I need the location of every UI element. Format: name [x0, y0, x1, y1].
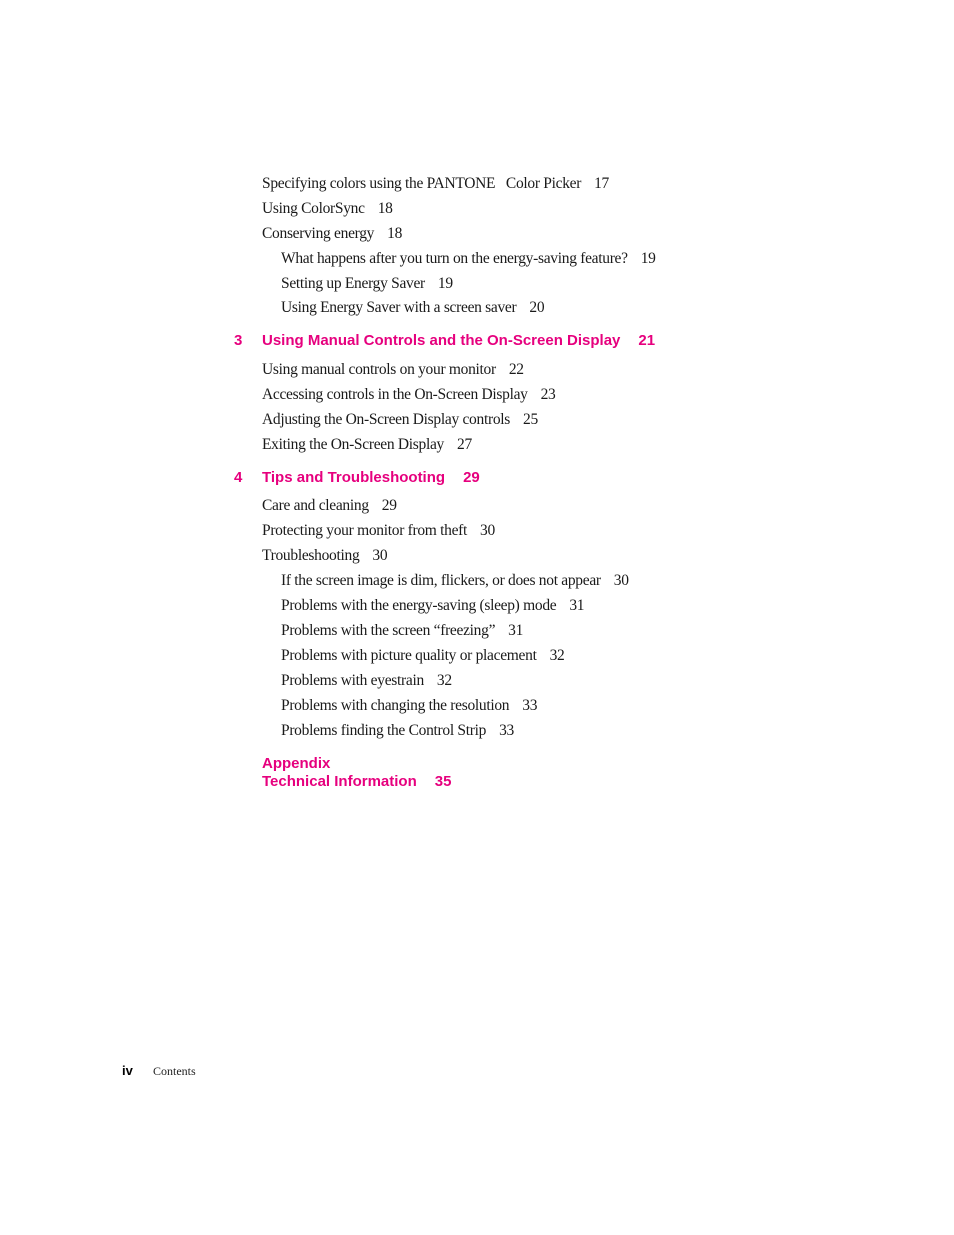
- toc-entry-text: Care and cleaning: [262, 497, 369, 514]
- toc-entry-page: 29: [381, 497, 397, 514]
- toc-entry: [262, 386, 556, 404]
- toc-entry: [262, 200, 393, 218]
- toc-subentry: [281, 672, 452, 690]
- chapter-title: Using Manual Controls and the On-Screen Display: [262, 332, 621, 349]
- toc-entry-page: 23: [540, 386, 556, 403]
- toc-entry-text: Problems with the screen “freezing”: [281, 622, 496, 639]
- toc-entry-page: 19: [437, 275, 453, 292]
- toc-entry-page: 17: [594, 175, 609, 192]
- appendix-heading: [262, 773, 451, 790]
- appendix-label: Appendix: [262, 755, 331, 772]
- toc-entry-page: 20: [529, 299, 545, 316]
- toc-entry-page: 22: [508, 361, 524, 378]
- footer-page-number: iv: [122, 1063, 133, 1078]
- appendix-title: Technical Information: [262, 773, 417, 790]
- toc-entry-text: Problems with picture quality or placement: [281, 647, 537, 664]
- toc-subentry: [281, 250, 656, 268]
- toc-entry-page: 33: [499, 722, 514, 739]
- toc-entry: [262, 361, 524, 379]
- toc-entry-text: If the screen image is dim, flickers, or does not appear: [281, 572, 601, 589]
- toc-entry-page: 33: [522, 697, 538, 714]
- toc-subentry: [281, 722, 514, 740]
- chapter-number: 3: [234, 332, 243, 349]
- appendix-page: 35: [434, 773, 452, 790]
- toc-entry-page: 25: [523, 411, 538, 428]
- toc-subentry: [281, 299, 544, 317]
- toc-entry-page: 30: [613, 572, 629, 589]
- toc-entry-text: Protecting your monitor from theft: [262, 522, 468, 539]
- toc-entry-text: Setting up Energy Saver: [281, 275, 425, 292]
- toc-entry-text: Accessing controls in the On-Screen Display: [262, 386, 528, 403]
- toc-subentry: [281, 697, 537, 715]
- toc-entry-page: 30: [372, 547, 388, 564]
- toc-entry-text: Using manual controls on your monitor: [262, 361, 496, 378]
- toc-entry: [262, 175, 609, 193]
- toc-subentry: [281, 647, 564, 665]
- chapter-page: 29: [463, 469, 480, 486]
- chapter-title: Tips and Troubleshooting: [262, 469, 446, 486]
- toc-entry-page: 18: [387, 225, 403, 242]
- chapter-title-line: [262, 332, 655, 349]
- toc-entry: [262, 497, 397, 515]
- toc-entry-text: Exiting the On-Screen Display: [262, 436, 444, 453]
- toc-entry-page: 30: [480, 522, 495, 539]
- toc-entry-text: Problems with eyestrain: [281, 672, 424, 689]
- toc-entry-text: Using ColorSync: [262, 200, 365, 217]
- toc-entry-text: Problems finding the Control Strip: [281, 722, 487, 739]
- toc-entry-text: Problems with the energy-saving (sleep) mode: [281, 597, 557, 614]
- toc-entry-page: 31: [508, 622, 524, 639]
- toc-entry-page: 31: [569, 597, 585, 614]
- toc-entry-page: 32: [436, 672, 452, 689]
- toc-entry-text: What happens after you turn on the energy-saving feature?: [281, 250, 628, 267]
- toc-entry-text: Adjusting the On-Screen Display controls: [262, 411, 511, 428]
- toc-entry-text: Using Energy Saver with a screen saver: [281, 299, 517, 316]
- footer-section-label: Contents: [153, 1064, 196, 1078]
- toc-entry: [262, 436, 472, 454]
- toc-entry: [262, 547, 387, 565]
- toc-entry-text: Specifying colors using the PANTONE Color Picker: [262, 175, 582, 192]
- chapter-number: 4: [234, 469, 243, 486]
- toc-entry-page: 32: [549, 647, 565, 664]
- toc-entry-text: Troubleshooting: [262, 547, 360, 564]
- chapter-page: 21: [638, 332, 656, 349]
- toc-subentry: [281, 572, 629, 590]
- toc-entry: [262, 225, 402, 243]
- toc-subentry: [281, 275, 453, 293]
- toc-entry: [262, 411, 538, 429]
- chapter-title-line: [262, 469, 480, 486]
- toc-subentry: [281, 597, 584, 615]
- toc-subentry: [281, 622, 523, 640]
- toc-entry-page: 19: [640, 250, 656, 267]
- toc-entry-page: 18: [377, 200, 393, 217]
- toc-entry: [262, 522, 495, 540]
- toc-entry-text: Conserving energy: [262, 225, 375, 242]
- toc-entry-text: Problems with changing the resolution: [281, 697, 510, 714]
- toc-entry-page: 27: [457, 436, 472, 453]
